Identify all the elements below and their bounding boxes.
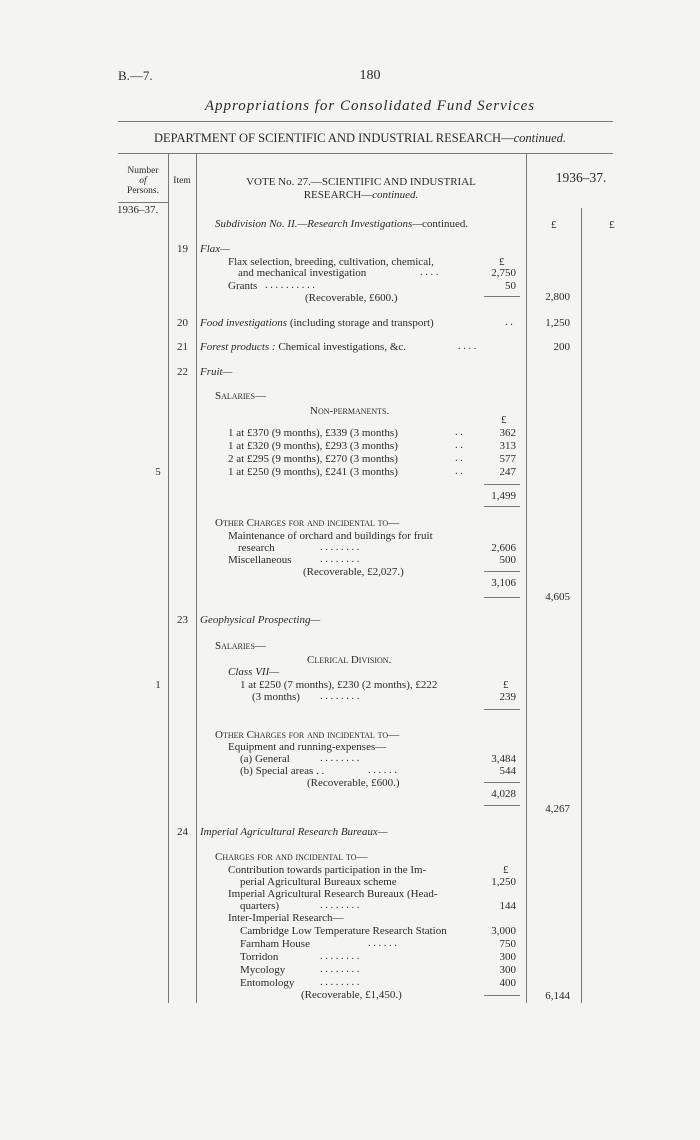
amount: 2,750 bbox=[491, 267, 516, 279]
class-heading: Class VII— bbox=[228, 666, 280, 678]
item-number: 24 bbox=[177, 826, 188, 838]
amount: 544 bbox=[499, 765, 516, 777]
leader-dots: . . . . . . . . bbox=[320, 900, 360, 911]
charge-line: Inter-Imperial Research— bbox=[228, 912, 344, 924]
salary-line: (3 months) bbox=[252, 691, 300, 703]
item-total: 1,250 bbox=[545, 317, 570, 329]
leader-dots: . . . . . . . . bbox=[320, 542, 360, 553]
item-total: 4,267 bbox=[545, 803, 570, 815]
leader-dots: . . bbox=[455, 427, 463, 438]
item-number: 19 bbox=[177, 243, 188, 255]
charge-line: Imperial Agricultural Research Bureaux (Head- bbox=[228, 888, 438, 900]
sum-rule bbox=[484, 484, 520, 485]
leader-dots: . . . . . . . . bbox=[320, 753, 360, 764]
item-title: Geophysical Prospecting— bbox=[200, 614, 321, 626]
amount: 3,000 bbox=[491, 925, 516, 937]
item-text-divider bbox=[196, 153, 197, 1003]
sum-rule bbox=[484, 506, 520, 507]
amount: 750 bbox=[499, 938, 516, 950]
research-line: Cambridge Low Temperature Research Station bbox=[240, 925, 447, 937]
amount: 247 bbox=[499, 466, 516, 478]
year-column-header: 1936–37. bbox=[555, 170, 607, 185]
item-text: Forest products : Chemical investigations, &c. bbox=[200, 341, 407, 353]
pound-sign: £ bbox=[503, 679, 509, 691]
salary-line: 1 at £250 (7 months), £230 (2 months), £222 bbox=[240, 679, 438, 691]
item-total: 200 bbox=[553, 341, 570, 353]
leader-dots: . . . . . . . . bbox=[320, 951, 360, 962]
sum-rule bbox=[484, 782, 520, 783]
research-line: Torridon bbox=[240, 951, 279, 963]
text-amount-divider bbox=[526, 153, 527, 1003]
amount: 144 bbox=[499, 900, 516, 912]
sum-rule bbox=[484, 995, 520, 996]
persons-year: 1936–37. bbox=[117, 204, 159, 216]
amount: 400 bbox=[499, 977, 516, 989]
amount: 300 bbox=[499, 964, 516, 976]
research-line: Mycology bbox=[240, 964, 286, 976]
leader-dots: . . . . . . . . bbox=[320, 977, 360, 988]
vote-title: VOTE No. 27.—SCIENTIFIC AND INDUSTRIAL RESEARCH—continued. bbox=[246, 176, 476, 201]
item-number: 23 bbox=[177, 614, 188, 626]
table-top-rule bbox=[118, 153, 613, 154]
item-text: Flax selection, breeding, cultivation, chemical, bbox=[228, 256, 434, 268]
leader-dots: . . . . . . bbox=[368, 765, 397, 776]
pound-sign-col2: £ bbox=[609, 219, 615, 231]
section-subheading: Non-permanents. bbox=[310, 405, 390, 417]
amount: 313 bbox=[499, 440, 516, 452]
page-number: 180 bbox=[359, 68, 381, 83]
recoverable-note: (Recoverable, £1,450.) bbox=[301, 989, 402, 1001]
section-heading: Other Charges for and incidental to— bbox=[215, 729, 400, 741]
item-title: Flax— bbox=[200, 243, 230, 255]
sum-rule bbox=[484, 296, 520, 297]
research-line: Entomology bbox=[240, 977, 295, 989]
item-title: Fruit— bbox=[200, 366, 233, 378]
amount: 577 bbox=[499, 453, 516, 465]
sum-rule bbox=[484, 597, 520, 598]
item-text: Grants bbox=[228, 280, 258, 292]
leader-dots: . . . . bbox=[458, 341, 477, 352]
subdivision-heading: Subdivision No. II.—Research Investigations—continued. bbox=[215, 218, 469, 230]
pound-sign: £ bbox=[501, 414, 507, 426]
sum-rule bbox=[484, 709, 520, 710]
sum-rule bbox=[484, 805, 520, 806]
salary-line: 1 at £320 (9 months), £293 (3 months) bbox=[228, 440, 398, 452]
item-column-header: Item bbox=[173, 176, 191, 186]
amount: 50 bbox=[505, 280, 516, 292]
charge-line: perial Agricultural Bureaux scheme bbox=[240, 876, 397, 888]
salary-line: 1 at £250 (9 months), £241 (3 months) bbox=[228, 466, 398, 478]
item-number: 22 bbox=[177, 366, 188, 378]
charge-line: Maintenance of orchard and buildings for fruit bbox=[228, 530, 433, 542]
pound-sign: £ bbox=[503, 864, 509, 876]
item-total: 6,144 bbox=[545, 990, 570, 1002]
charge-line: (a) General bbox=[240, 753, 290, 765]
subtotal: 1,499 bbox=[491, 490, 516, 502]
persons-item-divider bbox=[168, 153, 169, 1003]
recoverable-note: (Recoverable, £600.) bbox=[307, 777, 400, 789]
amount: 500 bbox=[499, 554, 516, 566]
amount: 2,606 bbox=[491, 542, 516, 554]
section-subheading: Clerical Division. bbox=[307, 654, 392, 666]
item-text: Food investigations (including storage and transport) bbox=[200, 317, 434, 329]
sum-rule bbox=[484, 571, 520, 572]
recoverable-note: (Recoverable, £600.) bbox=[305, 292, 398, 304]
item-total: 2,800 bbox=[545, 291, 570, 303]
item-text: and mechanical investigation bbox=[238, 267, 367, 279]
charge-line: Equipment and running-expenses— bbox=[228, 741, 387, 753]
leader-dots: . . . . . . . . bbox=[320, 554, 360, 565]
charge-line: (b) Special areas . . bbox=[240, 765, 325, 777]
report-reference: B.—7. bbox=[118, 68, 153, 83]
charge-line: Contribution towards participation in the Im- bbox=[228, 864, 427, 876]
amount-columns-divider bbox=[581, 208, 582, 1003]
leader-dots: . . bbox=[505, 317, 513, 328]
leader-dots: . . bbox=[455, 453, 463, 464]
persons-head-rule bbox=[118, 202, 168, 203]
leader-dots: . . bbox=[455, 440, 463, 451]
leader-dots: . . . . . . bbox=[368, 938, 397, 949]
amount: 239 bbox=[499, 691, 516, 703]
amount: 1,250 bbox=[491, 876, 516, 888]
department-heading: DEPARTMENT OF SCIENTIFIC AND INDUSTRIAL RESEARCH—continued. bbox=[154, 131, 567, 145]
amount: 362 bbox=[499, 427, 516, 439]
item-title: Imperial Agricultural Research Bureaux— bbox=[200, 826, 388, 838]
section-heading: Charges for and incidental to— bbox=[215, 851, 368, 863]
subtotal: 4,028 bbox=[491, 788, 516, 800]
leader-dots: . . . . . . . . bbox=[320, 964, 360, 975]
charge-line: Miscellaneous bbox=[228, 554, 292, 566]
recoverable-note: (Recoverable, £2,027.) bbox=[303, 566, 404, 578]
section-heading: Salaries— bbox=[215, 640, 266, 652]
header-rule bbox=[118, 121, 613, 122]
salary-line: 2 at £295 (9 months), £270 (3 months) bbox=[228, 453, 398, 465]
leader-dots: . . . . bbox=[420, 267, 439, 278]
subtotal: 3,106 bbox=[491, 577, 516, 589]
leader-dots: . . bbox=[455, 466, 463, 477]
running-title: Appropriations for Consolidated Fund Services bbox=[204, 98, 536, 114]
section-heading: Salaries— bbox=[215, 390, 266, 402]
item-number: 21 bbox=[177, 341, 188, 353]
item-total: 4,605 bbox=[545, 591, 570, 603]
item-number: 20 bbox=[177, 317, 188, 329]
persons-count: 5 bbox=[155, 466, 161, 478]
pound-sign: £ bbox=[499, 256, 505, 268]
amount: 300 bbox=[499, 951, 516, 963]
research-line: Farnham House bbox=[240, 938, 310, 950]
pound-sign-col1: £ bbox=[551, 219, 557, 231]
leader-dots: . . . . . . . . bbox=[320, 691, 360, 702]
charge-line: research bbox=[238, 542, 275, 554]
leader-dots: . . . . . . . . . . bbox=[265, 280, 315, 291]
salary-line: 1 at £370 (9 months), £339 (3 months) bbox=[228, 427, 398, 439]
persons-count: 1 bbox=[155, 679, 161, 691]
charge-line: quarters) bbox=[240, 900, 280, 912]
section-heading: Other Charges for and incidental to— bbox=[215, 517, 400, 529]
amount: 3,484 bbox=[491, 753, 516, 765]
persons-column-header: Number of Persons. bbox=[127, 166, 159, 196]
